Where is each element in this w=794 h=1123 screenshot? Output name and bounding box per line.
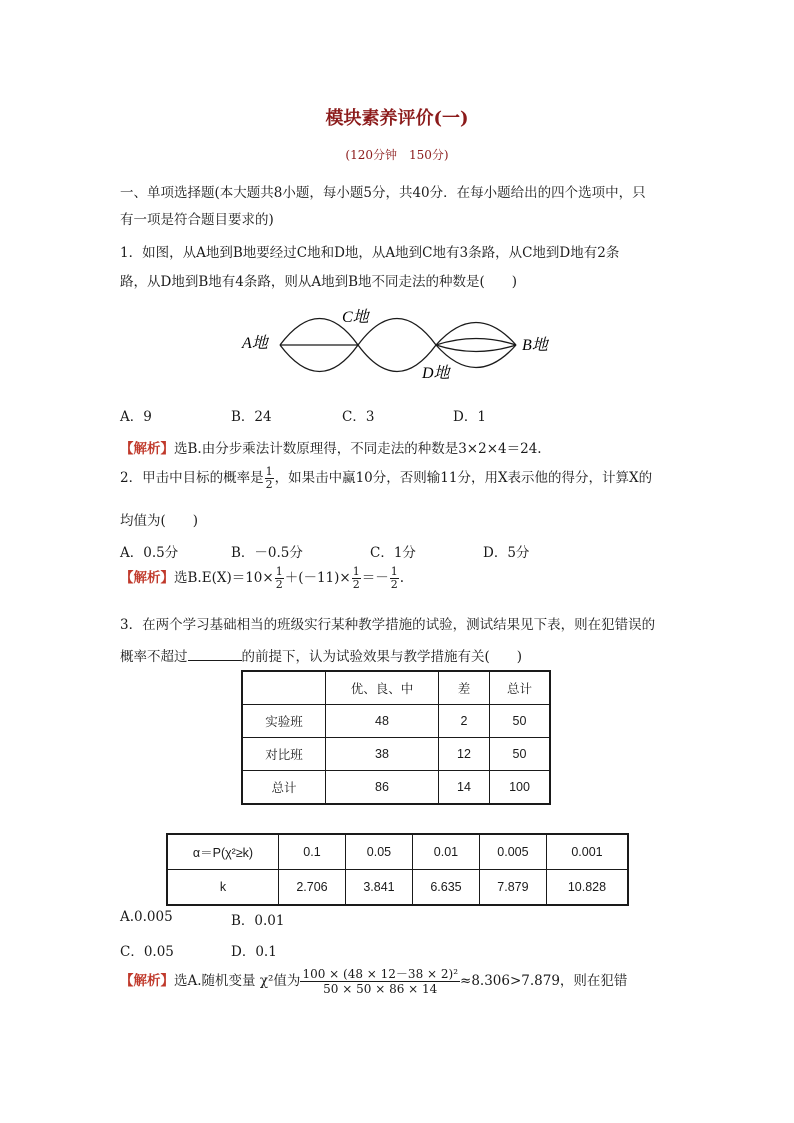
table-header-cell bbox=[242, 671, 326, 705]
frac-denominator: 50 × 50 × 86 × 14 bbox=[323, 982, 438, 996]
table-cell: 50 bbox=[490, 705, 551, 738]
q2-analysis-frac-2 bbox=[352, 566, 361, 591]
table-cell: 0.005 bbox=[479, 834, 546, 870]
q3-analysis-part-b: ≈8.306>7.879，则在犯错 bbox=[460, 973, 628, 989]
frac-numerator: 1 bbox=[265, 465, 273, 478]
analysis-tag: 【解析】 bbox=[120, 973, 174, 989]
q3-stem-part-b: 的前提下，认为试验效果与教学措施有关( ) bbox=[241, 649, 523, 665]
frac-numerator: 100 × (48 × 12－38 × 2)² bbox=[302, 967, 459, 981]
table-header-cell: 优、良、中 bbox=[326, 671, 439, 705]
q2-analysis-part-d: . bbox=[399, 570, 405, 586]
table-cell: 实验班 bbox=[242, 705, 326, 738]
table-cell: k bbox=[167, 870, 279, 906]
q2-analysis-part-a: 选B.E(X)＝10× bbox=[174, 570, 274, 586]
q3-chi-square-fraction bbox=[300, 967, 460, 996]
q1-stem-line-2: 路，从D地到B地有4条路，则从A地到B地不同走法的种数是( ) bbox=[120, 274, 518, 290]
q2-option-d: D．5分 bbox=[483, 545, 530, 561]
table-cell: 2 bbox=[439, 705, 490, 738]
analysis-tag: 【解析】 bbox=[120, 441, 174, 457]
table-cell: 0.01 bbox=[412, 834, 479, 870]
q3-option-d: D．0.1 bbox=[231, 944, 277, 960]
table-cell: α＝P(χ²≥k) bbox=[167, 834, 279, 870]
page-subtitle: (120分钟 150分) bbox=[345, 148, 449, 162]
q2-fraction bbox=[265, 466, 274, 491]
label-d: D地 bbox=[422, 365, 450, 382]
results-table bbox=[241, 670, 551, 805]
table-cell: 10.828 bbox=[546, 870, 628, 906]
q2-option-b: B．－0.5分 bbox=[231, 545, 303, 561]
route-diagram bbox=[230, 300, 570, 390]
page-title: 模块素养评价(一) bbox=[325, 108, 469, 129]
route-d-b-3 bbox=[436, 345, 516, 352]
table-cell: 38 bbox=[326, 738, 439, 771]
q2-stem-part-a: 2．甲击中目标的概率是 bbox=[120, 470, 264, 486]
q3-option-a: A.0.005 bbox=[120, 909, 173, 925]
table-cell: 6.635 bbox=[412, 870, 479, 906]
table-row bbox=[167, 870, 628, 906]
table-cell: 0.1 bbox=[279, 834, 346, 870]
q2-analysis-part-b: ＋(－11)× bbox=[284, 570, 351, 586]
table-cell: 对比班 bbox=[242, 738, 326, 771]
q2-option-c: C．1分 bbox=[370, 545, 416, 561]
label-a: A地 bbox=[242, 335, 268, 352]
route-c-d-1 bbox=[358, 319, 436, 346]
section-heading-line-2: 有一项是符合题目要求的) bbox=[120, 212, 274, 228]
table-cell: 0.05 bbox=[345, 834, 412, 870]
table-row bbox=[242, 671, 550, 705]
q3-stem-part-a: 概率不超过 bbox=[120, 649, 188, 665]
table-row bbox=[167, 834, 628, 870]
table-cell: 7.879 bbox=[479, 870, 546, 906]
q1-stem-line-1: 1．如图，从A地到B地要经过C地和D地，从A地到C地有3条路，从C地到D地有2条 bbox=[120, 245, 620, 261]
label-b: B地 bbox=[522, 337, 548, 354]
table-cell: 2.706 bbox=[279, 870, 346, 906]
analysis-tag: 【解析】 bbox=[120, 570, 174, 586]
q2-option-a: A．0.5分 bbox=[120, 545, 179, 561]
q2-stem-part-b: ，如果击中赢10分，否则输11分，用X表示他的得分，计算X的 bbox=[274, 470, 653, 486]
table-row bbox=[242, 705, 550, 738]
table-cell: 48 bbox=[326, 705, 439, 738]
table-row bbox=[242, 738, 550, 771]
q3-analysis bbox=[120, 967, 627, 996]
frac-denominator: 2 bbox=[265, 478, 273, 491]
table-cell: 0.001 bbox=[546, 834, 628, 870]
q3-option-b: B．0.01 bbox=[231, 913, 285, 929]
table-cell: 86 bbox=[326, 771, 439, 805]
q3-analysis-part-a: 选A.随机变量 χ²值为 bbox=[174, 973, 301, 989]
frac-numerator: 1 bbox=[275, 565, 283, 578]
frac-denominator: 2 bbox=[275, 578, 283, 591]
frac-denominator: 2 bbox=[390, 578, 398, 591]
q1-option-b: B．24 bbox=[231, 409, 272, 425]
table-row bbox=[242, 771, 550, 805]
q2-analysis bbox=[120, 566, 404, 591]
q3-stem-line-1: 3．在两个学习基础相当的班级实行某种教学措施的试验，测试结果见下表，则在犯错误的 bbox=[120, 617, 656, 633]
section-heading-line-1: 一、单项选择题(本大题共8小题，每小题5分，共40分．在每小题给出的四个选项中，只 bbox=[120, 185, 646, 201]
q1-option-d: D．1 bbox=[453, 409, 486, 425]
critical-value-table bbox=[166, 833, 629, 906]
table-cell: 总计 bbox=[242, 771, 326, 805]
frac-denominator: 2 bbox=[352, 578, 360, 591]
q1-option-c: C．3 bbox=[342, 409, 375, 425]
table-header-cell: 差 bbox=[439, 671, 490, 705]
q2-analysis-frac-3 bbox=[390, 566, 399, 591]
q2-analysis-frac-1 bbox=[275, 566, 284, 591]
table-cell: 14 bbox=[439, 771, 490, 805]
table-cell: 12 bbox=[439, 738, 490, 771]
table-cell: 50 bbox=[490, 738, 551, 771]
frac-numerator: 1 bbox=[352, 565, 360, 578]
frac-numerator: 1 bbox=[390, 565, 398, 578]
q1-analysis bbox=[120, 437, 542, 457]
q2-analysis-part-c: ＝－ bbox=[361, 570, 389, 586]
q3-option-c: C．0.05 bbox=[120, 944, 174, 960]
q1-option-a: A．9 bbox=[120, 409, 152, 425]
table-cell: 100 bbox=[490, 771, 551, 805]
q3-stem-line-2 bbox=[120, 645, 522, 665]
q2-stem-line-1 bbox=[120, 466, 652, 491]
q1-analysis-text: 选B.由分步乘法计数原理得，不同走法的种数是3×2×4＝24. bbox=[174, 441, 542, 457]
route-d-b-2 bbox=[436, 339, 516, 346]
table-cell: 3.841 bbox=[345, 870, 412, 906]
answer-blank bbox=[188, 659, 242, 661]
q2-stem-line-2: 均值为( ) bbox=[120, 513, 199, 529]
route-a-c-3 bbox=[280, 345, 358, 372]
label-c: C地 bbox=[342, 309, 369, 326]
table-header-cell: 总计 bbox=[490, 671, 551, 705]
